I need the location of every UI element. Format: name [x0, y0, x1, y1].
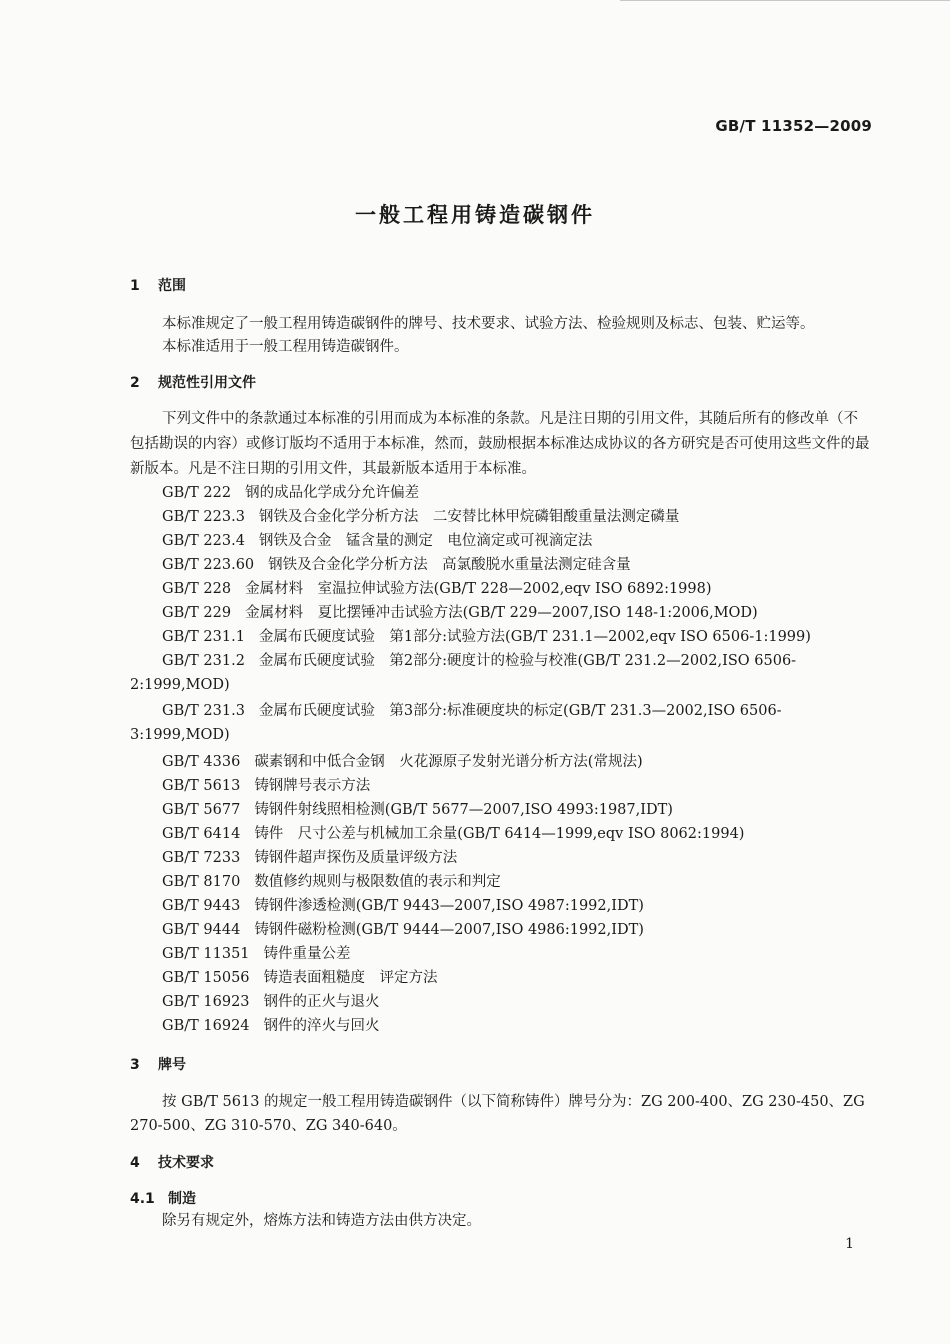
reference-code: GB/T 7233: [162, 850, 241, 866]
reference-item: [162, 918, 644, 939]
section-2-heading: [130, 372, 256, 392]
section-4-1-paragraph: 除另有规定外，熔炼方法和铸造方法由供方决定。: [162, 1213, 481, 1229]
reference-title: 铸造表面粗糙度 评定方法: [263, 970, 438, 986]
reference-title: 金属布氏硬度试验 第2部分:硬度计的检验与校准(GB/T 231.2—2002,ISO 6506-2:1999,MOD): [130, 653, 797, 693]
reference-code: GB/T 229: [162, 605, 232, 621]
section-title: 范围: [158, 278, 186, 294]
reference-item: [162, 1014, 380, 1035]
reference-code: GB/T 16923: [162, 994, 250, 1010]
reference-item: [162, 942, 351, 963]
reference-title: 金属布氏硬度试验 第3部分:标准硬度块的标定(GB/T 231.3—2002,ISO 6506-3:1999,MOD): [130, 703, 782, 743]
reference-item: [162, 822, 744, 843]
reference-item: [162, 577, 712, 598]
reference-item: [162, 505, 679, 526]
reference-item: [162, 846, 457, 867]
reference-code: GB/T 4336: [162, 754, 241, 770]
reference-title: 铸件重量公差: [263, 946, 351, 962]
reference-title: 铸件 尺寸公差与机械加工余量(GB/T 6414—1999,eqv ISO 8062:1994): [254, 826, 745, 842]
reference-code: GB/T 8170: [162, 874, 241, 890]
section-2-intro: 下列文件中的条款通过本标准的引用而成为本标准的条款。凡是注日期的引用文件，其随后所有的修改单（不包括勘误的内容）或修订版均不适用于本标准，然而，鼓励根据本标准达成协议的各方研究是否可使用这些文件的最新版本。凡是不注日期的引用文件，其最新版本适用于本标准。: [130, 411, 870, 477]
reference-title: 钢铁及合金 锰含量的测定 电位滴定或可视滴定法: [258, 533, 593, 549]
reference-code: GB/T 231.1: [162, 629, 245, 645]
reference-item: [162, 750, 643, 771]
section-4-heading: [130, 1152, 214, 1172]
section-title: 规范性引用文件: [158, 375, 256, 391]
reference-item: [162, 774, 370, 795]
reference-item: [162, 966, 438, 987]
reference-title: 数值修约规则与极限数值的表示和判定: [254, 874, 501, 890]
reference-code: GB/T 231.2: [162, 653, 245, 669]
section-3-paragraph: 按 GB/T 5613 的规定一般工程用铸造碳钢件（以下简称铸件）牌号分为：ZG 200-400、ZG 230-450、ZG 270-500、ZG 310-570、ZG 340-640。: [130, 1094, 865, 1134]
reference-code: GB/T 223.4: [162, 533, 245, 549]
section-3-heading: [130, 1054, 186, 1074]
section-number: 4: [130, 1155, 140, 1171]
reference-title: 碳素钢和中低合金钢 火花源原子发射光谱分析方法(常规法): [254, 754, 643, 770]
reference-title: 钢铁及合金化学分析方法 高氯酸脱水重量法测定硅含量: [268, 557, 631, 573]
reference-item-wrapped: [130, 699, 870, 747]
section-1-paragraph-1: 本标准规定了一般工程用铸造碳钢件的牌号、技术要求、试验方法、检验规则及标志、包装、贮运等。: [162, 316, 815, 332]
reference-code: GB/T 222: [162, 485, 232, 501]
reference-title: 钢件的正火与退火: [263, 994, 380, 1010]
section-4-1-heading: [130, 1188, 196, 1208]
reference-title: 金属材料 室温拉伸试验方法(GB/T 228—2002,eqv ISO 6892:1998): [245, 581, 712, 597]
reference-code: GB/T 223.3: [162, 509, 245, 525]
reference-item: [162, 481, 419, 502]
section-title: 技术要求: [158, 1155, 214, 1171]
reference-item: [162, 894, 644, 915]
reference-code: GB/T 6414: [162, 826, 241, 842]
reference-item: [162, 529, 592, 550]
reference-title: 铸钢件超声探伤及质量评级方法: [254, 850, 458, 866]
section-1-heading: [130, 275, 186, 295]
reference-item-wrapped: [130, 649, 870, 697]
reference-title: 金属布氏硬度试验 第1部分:试验方法(GB/T 231.1—2002,eqv ISO 6506-1:1999): [258, 629, 811, 645]
reference-code: GB/T 15056: [162, 970, 250, 986]
reference-item: [162, 990, 380, 1011]
reference-title: 铸钢件渗透检测(GB/T 9443—2007,ISO 4987:1992,IDT): [254, 898, 644, 914]
reference-code: GB/T 11351: [162, 946, 250, 962]
document-title: 一般工程用铸造碳钢件: [355, 203, 595, 227]
section-title: 牌号: [158, 1057, 186, 1073]
reference-title: 金属材料 夏比摆锤冲击试验方法(GB/T 229—2007,ISO 148-1:2006,MOD): [245, 605, 758, 621]
section-number: 2: [130, 375, 140, 391]
reference-title: 钢铁及合金化学分析方法 二安替比林甲烷磷钼酸重量法测定磷量: [258, 509, 680, 525]
section-1-paragraph-2: 本标准适用于一般工程用铸造碳钢件。: [162, 339, 409, 355]
reference-code: GB/T 9444: [162, 922, 241, 938]
section-number: 4.1: [130, 1191, 155, 1207]
reference-item: [162, 553, 631, 574]
reference-title: 钢的成品化学成分允许偏差: [245, 485, 420, 501]
scan-edge-line: [620, 0, 950, 1]
reference-item: [162, 625, 811, 646]
reference-title: 钢件的淬火与回火: [263, 1018, 380, 1034]
page-number: 1: [845, 1236, 854, 1252]
reference-item: [162, 798, 673, 819]
reference-code: GB/T 5677: [162, 802, 241, 818]
reference-code: GB/T 9443: [162, 898, 241, 914]
reference-code: GB/T 5613: [162, 778, 241, 794]
reference-title: 铸钢件射线照相检测(GB/T 5677—2007,ISO 4993:1987,IDT): [254, 802, 673, 818]
reference-item: [162, 870, 501, 891]
reference-code: GB/T 228: [162, 581, 232, 597]
reference-code: GB/T 16924: [162, 1018, 250, 1034]
reference-item: [162, 601, 758, 622]
reference-code: GB/T 231.3: [162, 703, 245, 719]
section-number: 3: [130, 1057, 140, 1073]
reference-code: GB/T 223.60: [162, 557, 255, 573]
section-number: 1: [130, 278, 140, 294]
section-title: 制造: [168, 1191, 196, 1207]
reference-title: 铸钢件磁粉检测(GB/T 9444—2007,ISO 4986:1992,IDT): [254, 922, 644, 938]
reference-title: 铸钢牌号表示方法: [254, 778, 371, 794]
standard-code: GB/T 11352—2009: [715, 117, 872, 135]
